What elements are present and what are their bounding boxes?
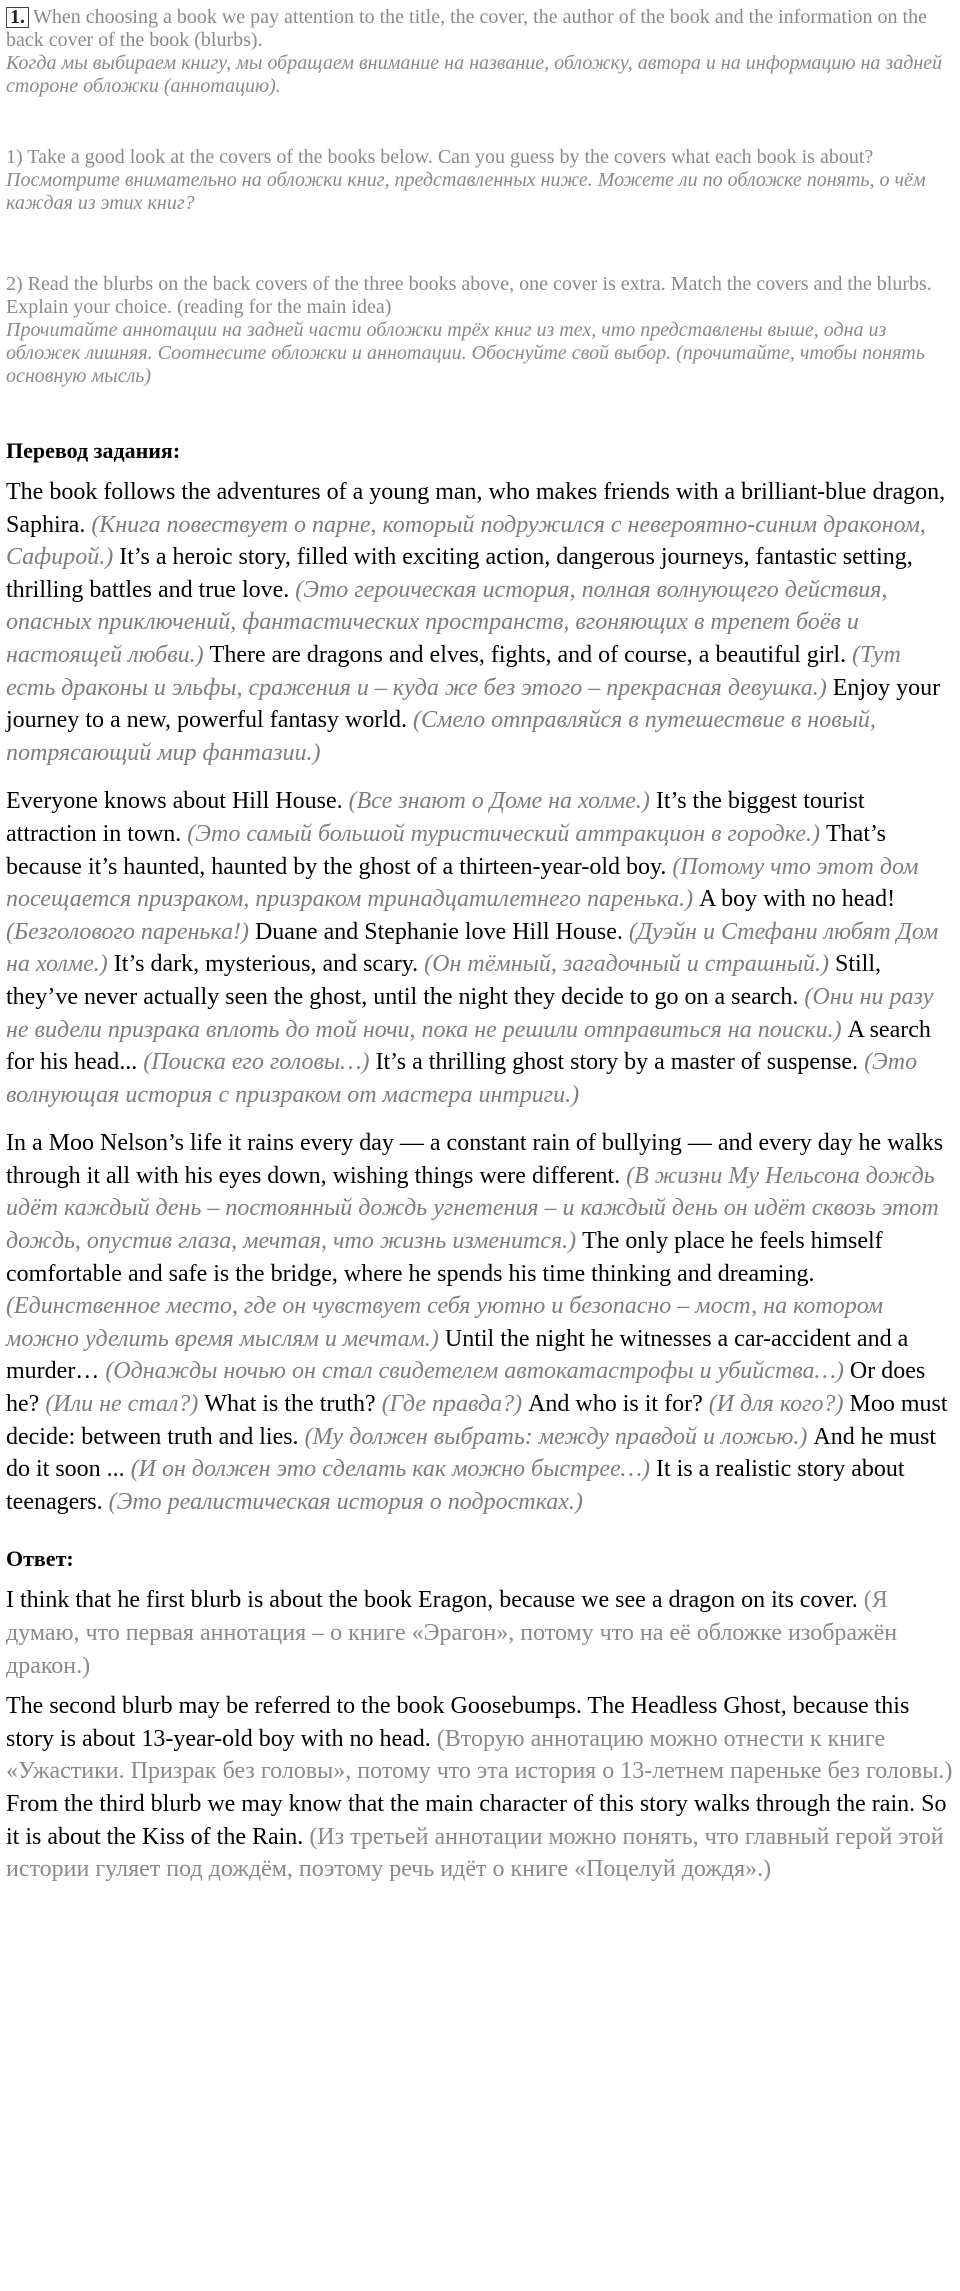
sentence-ru: (Они ни разу не видели призрака вплоть до той ночи, пока не решили отправиться на поиски.) (6, 983, 934, 1043)
sentence-en: The only place he feels himself comfortable and safe is the bridge, where he spends his time thinking and dreaming. (6, 1228, 883, 1287)
sentence-ru: (Это реалистическая история о подростках.) (108, 1488, 583, 1515)
sentence-en: The book follows the adventures of a young man, who makes friends with a brilliant-blue dragon, Saphira. (6, 479, 946, 538)
sentence-en: It’s dark, mysterious, and scary. (113, 951, 425, 978)
task-intro-ru: Когда мы выбираем книгу, мы обращаем внимание на название, обложку, автора и на информацию на задней стороне обложки (аннотацию). (6, 52, 943, 97)
sentence-en: It’s the biggest tourist attraction in town. (6, 788, 865, 847)
sentence-ru: (Дуэйн и Стефани любят Дом на холме.) (6, 918, 939, 978)
sentence-ru: (Му должен выбрать: между правдой и ложью.) (304, 1423, 814, 1450)
sentence-ru: (Это самый большой туристический аттракцион в городке.) (187, 820, 826, 847)
sentence-en: What is the truth? (204, 1391, 382, 1418)
sentence-ru: (Где правда?) (381, 1391, 529, 1418)
blurb-2 (6, 785, 954, 1111)
answer-heading: Ответ: (6, 1546, 74, 1572)
blurb-2-sentence (114, 951, 835, 977)
sentence-en: Still, they’ve never actually seen the ghost, until the night they decide to go on a search. (6, 951, 882, 1010)
blurb-1 (6, 476, 954, 769)
task-intro (6, 6, 954, 98)
sentence-ru: (Он тёмный, загадочный и страшный.) (424, 951, 835, 978)
sentence-ru: (Безголового паренька!) (6, 918, 255, 945)
sentence-en: It’s a thrilling ghost story by a master of suspense. (375, 1049, 865, 1076)
answer-paragraph-2 (6, 1690, 954, 1788)
answer-3-ru: (Из третьей аннотации можно понять, что главный герой этой истории гуляет под дождём, поэтому речь идёт о книге «Поцелуй дождя».) (6, 1823, 944, 1883)
sentence-en: It is a realistic story about teenagers. (6, 1456, 905, 1515)
sentence-ru: (Поиска его головы…) (143, 1049, 376, 1076)
sentence-en: It’s a heroic story, filled with exciting action, dangerous journeys, fantastic setting, thrilling battles and true love. (6, 544, 913, 603)
sentence-ru: (Все знают о Доме на холме.) (348, 788, 656, 815)
task-q1-ru: Посмотрите внимательно на обложки книг, представленных ниже. Можете ли по обложке понять, о чём каждая из этих книг? (6, 169, 926, 214)
task-intro-en: When choosing a book we pay attention to the title, the cover, the author of the book and the information on the back cover of the book (blurbs). (6, 6, 927, 51)
sentence-ru: (Тут есть драконы и эльфы, сражения и – куда же без этого – прекрасная девушка.) (6, 641, 901, 701)
answer-paragraph-3 (6, 1788, 954, 1886)
sentence-en: In a Moo Nelson’s life it rains every day — a constant rain of bullying — and every day he walks through it all with his eyes down, wishing things were different. (6, 1130, 944, 1189)
sentence-ru: (И для кого?) (708, 1391, 850, 1418)
answer-1-en: I think that he first blurb is about the book Eragon, because we see a dragon on its cover. (6, 1587, 864, 1614)
sentence-ru: (И он должен это сделать как можно быстрее…) (130, 1456, 656, 1483)
sentence-en: That’s because it’s haunted, haunted by the ghost of a thirteen-year-old boy. (6, 820, 886, 880)
sentence-en: There are dragons and elves, fights, and of course, a beautiful girl. (209, 641, 853, 668)
blurb-3-sentence (528, 1391, 849, 1417)
task-question-2 (6, 273, 954, 388)
sentence-en: A boy with no head! (699, 886, 896, 913)
answer-2-en: The second blurb may be referred to the book Goosebumps. The Headless Ghost, because this story is about 13-year-old boy with no head. (6, 1693, 910, 1752)
answer-2-ru: (Вторую аннотацию можно отнести к книге «Ужастики. Призрак без головы», потому что эта история о 13-летнем пареньке без головы.) (6, 1725, 953, 1785)
sentence-ru: (Потому что этот дом посещается призраком, призраком тринадцатилетнего паренька.) (6, 853, 919, 913)
blurb-3 (6, 1127, 954, 1518)
task-q2-ru: Прочитайте аннотации на задней части обложки трёх книг из тех, что представлены выше, одна из обложек лишняя. Соотнесите обложки и аннотации. Обоснуйте свой выбор. (прочитайте, чтобы понять основную мысль) (6, 319, 925, 387)
answer-3-en: From the third blurb we may know that the main character of this story walks through the rain. So it is about the Kiss of the Rain. (6, 1790, 947, 1850)
blurb-2-sentence (6, 788, 656, 814)
sentence-en: Or does he? (6, 1358, 926, 1418)
sentence-ru: (Однажды ночью он стал свидетелем автокатастрофы и убийства…) (105, 1358, 850, 1385)
sentence-ru: (Смело отправляйся в путешествие в новый, потрясающий мир фантазии.) (6, 707, 876, 766)
sentence-en: And he must do it soon ... (6, 1423, 937, 1483)
sentence-ru: (Единственное место, где он чувствует себя уютно и безопасно – мост, на котором можно уделить время мыслям и мечтам.) (6, 1293, 884, 1352)
sentence-ru: (В жизни Му Нельсона дождь идёт каждый день – постоянный дождь угнетения – и каждый день он идёт сквозь этот дождь, опустив глаза, мечтая, что жизнь изменится.) (6, 1162, 939, 1255)
sentence-ru: (Это волнующая история с призраком от мастера интриги.) (6, 1049, 918, 1108)
sentence-en: Duane and Stephanie love Hill House. (254, 918, 629, 945)
blurb-3-sentence (204, 1391, 528, 1417)
task-number: 1. (6, 7, 29, 28)
task-section (6, 6, 954, 388)
sentence-en: A search for his head... (6, 1016, 931, 1076)
translation-heading: Перевод задания: (6, 438, 181, 463)
sentence-en: Until the night he witnesses a car-accident and a murder… (6, 1325, 909, 1385)
sentence-ru: (Книга повествует о парне, который подружился с невероятно-синим драконом, Сафирой.) (6, 511, 926, 571)
sentence-ru: (Или не стал?) (45, 1391, 205, 1418)
task-q1-en: 1) Take a good look at the covers of the books below. Can you guess by the covers what each book is about? (6, 146, 874, 168)
task-question-1 (6, 146, 954, 215)
sentence-ru: (Это героическая история, полная волнующего действия, опасных приключений, фантастических пространств, вгоняющих в трепет боёв и настоящей любви.) (6, 576, 888, 668)
sentence-en: And who is it for? (528, 1391, 709, 1418)
sentence-en: Everyone knows about Hill House. (6, 788, 349, 815)
sentence-en: Enjoy your journey to a new, powerful fantasy world. (6, 674, 941, 734)
answer-1-ru: (Я думаю, что первая аннотация – о книге «Эрагон», потому что на её обложке изображён дракон.) (6, 1587, 898, 1679)
answer-paragraph-1 (6, 1584, 954, 1682)
task-q2-en: 2) Read the blurbs on the back covers of the three books above, one cover is extra. Match the covers and the blurbs. Explain your choice. (reading for the main idea) (6, 273, 932, 318)
sentence-en: Moo must decide: between truth and lies. (6, 1391, 948, 1450)
